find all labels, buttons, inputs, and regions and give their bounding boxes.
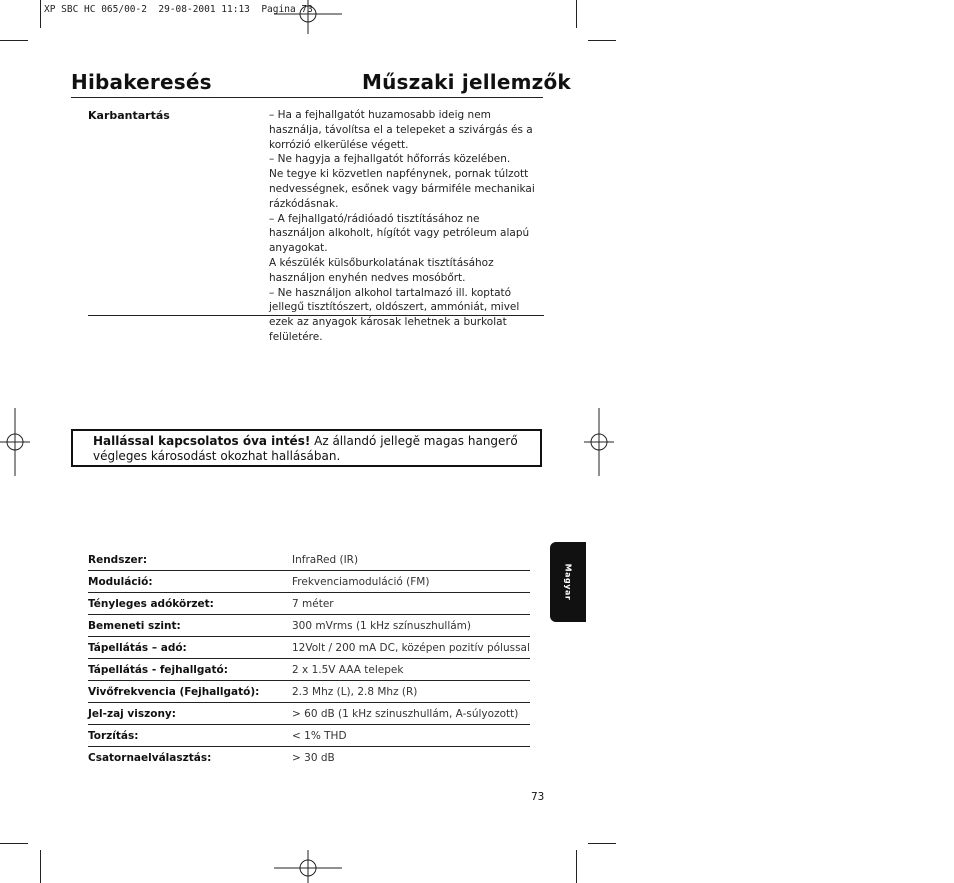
spec-value: Frekvenciamoduláció (FM) [292, 571, 530, 593]
registration-mark-right [584, 408, 614, 476]
maintenance-rule [88, 315, 544, 316]
spec-label: Csatornaelválasztás: [88, 751, 212, 764]
spec-label: Bemeneti szint: [88, 615, 292, 637]
spec-value: 300 mVrms (1 kHz színuszhullám) [292, 615, 530, 637]
spec-value: < 1% THD [292, 725, 530, 747]
crop-mark-bottom-right-v [576, 850, 577, 883]
table-row [88, 659, 530, 681]
crop-mark-top-right-v [576, 0, 577, 28]
table-row [88, 703, 530, 725]
registration-mark-bottom [274, 850, 342, 883]
maintenance-paragraph: Ne tegye ki közvetlen napfénynek, pornak túlzott nedvességnek, esőnek vagy bármiféle mechanikai rázkódásnak. [269, 168, 535, 210]
spec-value: 2 x 1.5V AAA telepek [292, 659, 530, 681]
table-row [88, 549, 530, 571]
registration-mark-left [0, 408, 30, 476]
table-row [88, 681, 530, 703]
table-row [88, 593, 530, 615]
registration-mark-top [274, 0, 342, 34]
title-rule [71, 97, 543, 98]
page-number: 73 [531, 791, 545, 803]
spec-label: Torzítás: [88, 725, 292, 747]
crop-mark-bottom-left-v [40, 850, 41, 883]
hearing-warning-text: Az állandó jellegĕ magas hangerő végleges károsodást okozhat hallásában. [93, 434, 518, 463]
spec-value: > 30 dB [292, 751, 335, 764]
language-tab [550, 542, 586, 622]
language-tab-label: Magyar [563, 563, 573, 601]
section-title-specifications: Műszaki jellemzők [362, 70, 571, 94]
section-title-troubleshooting: Hibakeresés [71, 70, 212, 94]
spec-label: Vivőfrekvencia (Fejhallgató): [88, 681, 292, 703]
table-row [88, 615, 530, 637]
maintenance-label: Karbantartás [88, 109, 170, 122]
crop-mark-top-right-h [588, 40, 616, 41]
spec-value: 12Volt / 200 mA DC, középen pozitív pólussal [292, 637, 530, 659]
crop-mark-bottom-left-h [0, 843, 28, 844]
maintenance-paragraph: – A fejhallgató/rádióadó tisztításához ne használjon alkoholt, hígítót vagy petróleum alapú anyagokat. [269, 212, 530, 255]
crop-mark-bottom-right-h [588, 843, 616, 844]
crop-mark-top-left-h [0, 40, 28, 41]
maintenance-paragraph: A készülék külsőburkolatának tisztításához használjon enyhén nedves mosóbőrt. [269, 256, 494, 284]
print-header: XP SBC HC 065/00-2 29-08-2001 11:13 Pagina 73 [44, 4, 313, 15]
hearing-warning-heading: Hallással kapcsolatos óva intés! [93, 434, 311, 448]
maintenance-paragraph: – Ne használjon alkohol tartalmazó ill. koptató jellegű tisztítószert, oldószert, ammóniát, mivel ezek az anyagok károsak lehetnek a burkolat felületére. [269, 286, 520, 343]
spec-value: > 60 dB (1 kHz szinuszhullám, A-súlyozott) [292, 703, 530, 725]
maintenance-text [269, 108, 535, 345]
table-row [88, 747, 530, 769]
spec-value: 2.3 Mhz (L), 2.8 Mhz (R) [292, 681, 530, 703]
spec-label: Moduláció: [88, 571, 292, 593]
table-row [88, 637, 530, 659]
spec-label: Rendszer: [88, 549, 292, 571]
hearing-warning-box [71, 429, 542, 467]
crop-mark-top-left-v [40, 0, 41, 28]
spec-value: 7 méter [292, 593, 530, 615]
spec-label: Tényleges adókörzet: [88, 593, 292, 615]
maintenance-paragraph: – Ne hagyja a fejhallgatót hőforrás közelében. [269, 153, 511, 166]
table-row [88, 571, 530, 593]
spec-label: Tápellátás – adó: [88, 637, 292, 659]
spec-label: Tápellátás - fejhallgató: [88, 659, 292, 681]
spec-value: InfraRed (IR) [292, 549, 530, 571]
maintenance-paragraph: – Ha a fejhallgatót huzamosabb ideig nem használja, távolítsa el a telepeket a szivárgás és a korrózió elkerülése végett. [269, 109, 533, 151]
spec-label: Jel-zaj viszony: [88, 703, 292, 725]
specifications-table [88, 549, 530, 768]
table-row [88, 725, 530, 747]
